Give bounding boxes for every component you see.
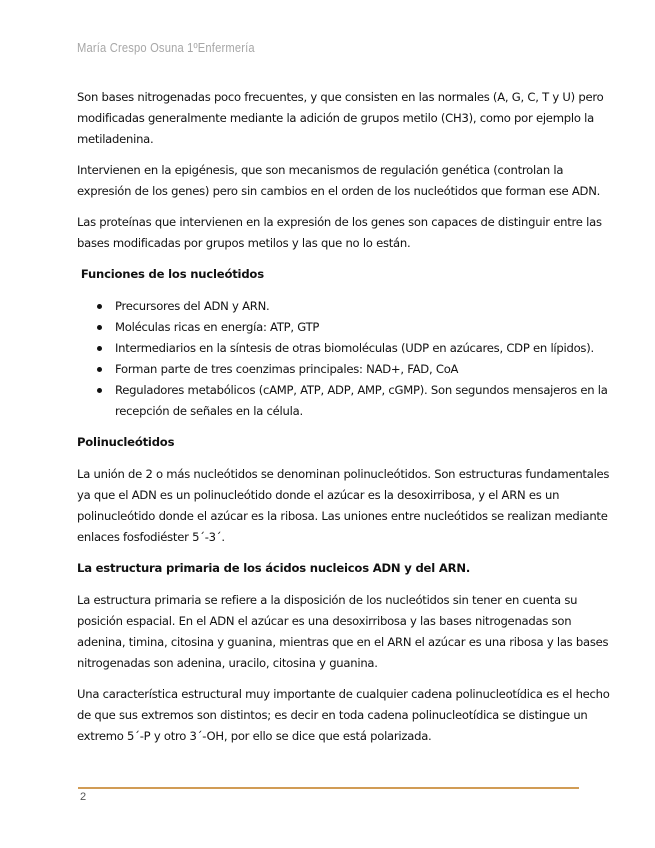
list-item xyxy=(77,296,617,317)
section-title-estructura: La estructura primaria de los ácidos nucleicos ADN y del ARN. xyxy=(77,561,471,575)
paragraph: La estructura primaria se refiere a la disposición de los nucleótidos sin tener en cuenta su posición espacial. En el ADN el azúcar es una desoxirribosa y las bases nitrogenadas son adenina, timina, citosina y guanina, mientras que en el ARN el azúcar es una ribosa y las bases nitrogenadas son adenina, uracilo, citosina y guanina. xyxy=(77,593,609,670)
list-item-text: Forman parte de tres coenzimas principales: NAD+, FAD, CoA xyxy=(115,362,459,376)
funciones-list xyxy=(77,296,617,422)
bullet-icon xyxy=(97,325,102,330)
bullet-icon xyxy=(97,388,102,393)
list-item-text: Intermediarios en la síntesis de otras biomoléculas (UDP en azúcares, CDP en lípidos). xyxy=(115,341,594,355)
section-title-funciones: Funciones de los nucleótidos xyxy=(77,267,264,281)
bullet-icon xyxy=(97,346,102,351)
list-item-text: Reguladores metabólicos (cAMP, ATP, ADP, AMP, cGMP). Son segundos mensajeros en la recepción de señales en la célula. xyxy=(115,383,608,418)
document-body xyxy=(77,87,617,757)
paragraph: Las proteínas que intervienen en la expresión de los genes son capaces de distinguir entre las bases modificadas por grupos metilos y las que no lo están. xyxy=(77,215,602,250)
paragraph: Son bases nitrogenadas poco frecuentes, y que consisten en las normales (A, G, C, T y U) pero modificadas generalmente mediante la adición de grupos metilo (CH3), como por ejemplo la metiladenina. xyxy=(77,90,604,146)
paragraph: La unión de 2 o más nucleótidos se denominan polinucleótidos. Son estructuras fundamentales ya que el ADN es un polinucleótido donde el azúcar es la desoxirribosa, y el ARN es un polinucleótido donde el azúcar es la ribosa. Las uniones entre nucleótidos se realizan mediante enlaces fosfodiéster 5´-3´. xyxy=(77,467,610,544)
paragraph: Intervienen en la epigénesis, que son mecanismos de regulación genética (controlan la expresión de los genes) pero sin cambios en el orden de los nucleótidos que forman ese ADN. xyxy=(77,163,601,198)
page-number: 2 xyxy=(80,791,87,803)
paragraph: Una característica estructural muy importante de cualquier cadena polinucleotídica es el hecho de que sus extremos son distintos; es decir en toda cadena polinucleotídica se distingue un extremo 5´-P y otro 3´-OH, por ello se dice que está polarizada. xyxy=(77,687,610,743)
list-item-text: Precursores del ADN y ARN. xyxy=(115,299,270,313)
list-item xyxy=(77,380,617,422)
list-item xyxy=(77,338,617,359)
list-item xyxy=(77,317,617,338)
list-item-text: Moléculas ricas en energía: ATP, GTP xyxy=(115,320,320,334)
section-title-polinucleotidos: Polinucleótidos xyxy=(77,435,175,449)
list-item xyxy=(77,359,617,380)
footer-divider xyxy=(78,787,579,789)
bullet-icon xyxy=(97,367,102,372)
bullet-icon xyxy=(97,304,102,309)
page-header: María Crespo Osuna 1ºEnfermería xyxy=(77,40,255,55)
